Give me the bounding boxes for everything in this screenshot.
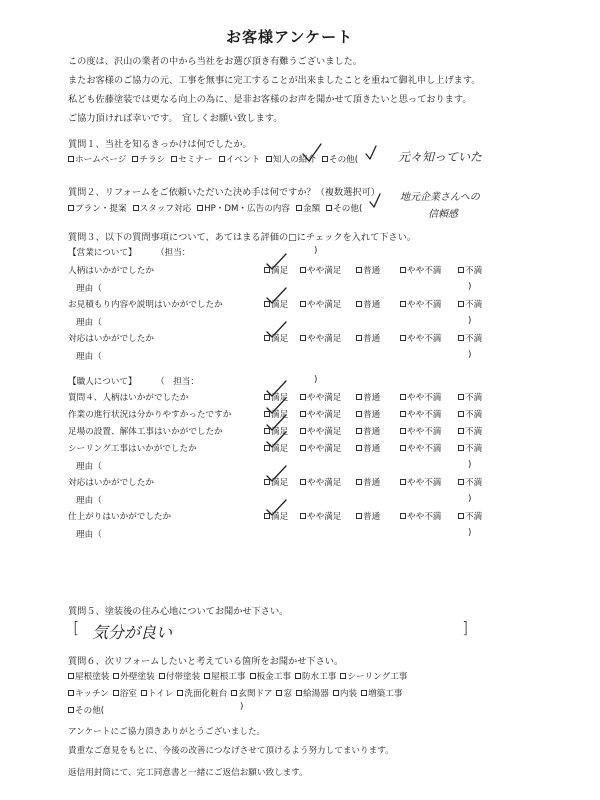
q1-option[interactable]: チラシ — [132, 153, 165, 165]
q6-row — [68, 704, 108, 716]
checkbox[interactable] — [296, 205, 302, 211]
rating-options — [264, 391, 498, 403]
checkbox[interactable] — [356, 479, 362, 485]
checkbox[interactable] — [458, 411, 464, 417]
q2-other-answer: 地元企業さんへの — [400, 192, 480, 203]
paren-close: ) — [240, 702, 244, 712]
checkbox[interactable] — [458, 428, 464, 434]
intro-line: 私ども佐藤塗装では更なる向上の為に、是非お客様のお声を聞かせて頂きたいと思っております。 — [68, 94, 472, 105]
rating-option[interactable]: やや不満 — [400, 425, 458, 437]
question-label: シーリング工事はいかがでしたか — [68, 444, 197, 454]
checkbox[interactable] — [300, 513, 306, 519]
checkbox[interactable] — [458, 335, 464, 341]
page-title: お客様アンケート — [226, 28, 354, 46]
checkbox[interactable] — [300, 394, 306, 400]
question-label: 足場の設置、解体工事はいかがでしたか — [68, 427, 223, 437]
q2-option[interactable]: HP・DM・広告の内容 — [197, 202, 290, 214]
checkbox[interactable] — [400, 411, 406, 417]
q6-option[interactable]: 防水工事 — [295, 670, 336, 682]
rating-option[interactable]: 不満 — [458, 298, 498, 310]
rating-options — [264, 442, 498, 454]
q6-row — [68, 670, 411, 682]
checkbox[interactable] — [68, 205, 74, 211]
checkbox[interactable] — [400, 267, 406, 273]
checkbox[interactable] — [400, 428, 406, 434]
checkbox[interactable] — [68, 707, 74, 713]
q6-option[interactable]: 増築工事 — [361, 687, 402, 699]
paren-close: ) — [468, 494, 472, 504]
rating-option[interactable]: 不満 — [458, 332, 498, 344]
q1-option[interactable]: 知人の紹介 — [266, 153, 316, 165]
q6-row — [68, 687, 406, 699]
q6-option[interactable]: 洗面化粧台 — [177, 687, 227, 699]
rating-option[interactable]: 普通 — [356, 442, 400, 454]
q3-label: 質問３、以下の質問事項について、あてはまる評価の□にチェックを入れて下さい。 — [68, 232, 416, 243]
q1-label: 質問１、当社を知るきっかけは何でしたか。 — [68, 139, 252, 150]
checkbox[interactable] — [113, 673, 119, 679]
q1-option[interactable]: イベント — [219, 153, 260, 165]
checkbox[interactable] — [400, 513, 406, 519]
rating-option[interactable]: 不満 — [458, 264, 498, 276]
rating-option[interactable]: 不満 — [458, 510, 498, 522]
q2-option[interactable]: 金額 — [296, 202, 320, 214]
checkbox[interactable] — [68, 690, 74, 696]
checkbox[interactable] — [356, 428, 362, 434]
paren-close: ) — [468, 460, 472, 470]
question-label: 仕上がりはいかがでしたか — [68, 512, 172, 522]
reason-label: 理由（ — [76, 318, 102, 328]
paren-close: ) — [468, 316, 472, 326]
rating-option[interactable]: やや不満 — [400, 476, 458, 488]
checkbox[interactable] — [356, 513, 362, 519]
question-label: 対応はいかがでしたか — [68, 478, 154, 488]
check-mark-icon — [264, 252, 288, 272]
checkbox[interactable] — [458, 267, 464, 273]
checkbox[interactable] — [356, 335, 362, 341]
checkbox[interactable] — [300, 335, 306, 341]
section-header: 【職人について】 — [68, 377, 137, 387]
q2-option[interactable]: その他( — [326, 202, 362, 214]
q5-answer[interactable]: 気分が良い — [92, 623, 173, 642]
reason-label: 理由（ — [76, 530, 102, 540]
checkbox[interactable] — [171, 156, 177, 162]
rating-option[interactable]: 不満 — [458, 442, 498, 454]
checkbox[interactable] — [400, 335, 406, 341]
q6-option[interactable]: 屋根工事 — [204, 670, 245, 682]
bracket-close: ] — [462, 618, 469, 637]
checkbox[interactable] — [204, 673, 210, 679]
rating-option[interactable]: 普通 — [356, 298, 400, 310]
checkbox[interactable] — [356, 411, 362, 417]
checkbox[interactable] — [300, 479, 306, 485]
rating-option[interactable]: やや満足 — [300, 408, 356, 420]
checkbox[interactable] — [68, 673, 74, 679]
bracket-open: [ — [73, 618, 80, 637]
check-mark-icon — [264, 286, 288, 306]
q6-option[interactable]: 内装 — [333, 687, 357, 699]
rating-options — [264, 298, 498, 310]
person-label: （担当： — [156, 248, 191, 258]
closing-line: アンケートにご協力頂きありがとうございました。 — [68, 727, 266, 737]
q5-label: 質問５、塗装後の住み心地についてお聞かせ下さい。 — [68, 606, 289, 617]
checkbox[interactable] — [300, 428, 306, 434]
rating-option[interactable]: 満足 — [264, 476, 300, 488]
q6-label: 質問６、次リフォームしたいと考えている箇所をお聞かせ下さい。 — [68, 656, 344, 667]
q2-label: 質問２、リフォームをご依頼いただいた決め手は何ですか？（複数選択可） — [68, 187, 380, 198]
reason-label: 理由（ — [76, 496, 102, 506]
reason-label: 理由（ — [76, 352, 102, 362]
q1-option[interactable]: ホームページ — [68, 153, 126, 165]
rating-option[interactable]: やや不満 — [400, 391, 458, 403]
check-mark-icon — [264, 498, 288, 518]
question-label: 人柄はいかがでしたか — [68, 266, 154, 276]
checkbox[interactable] — [296, 690, 302, 696]
q6-option[interactable]: 外壁塗装 — [113, 670, 154, 682]
rating-option[interactable]: やや満足 — [300, 391, 356, 403]
checkbox[interactable] — [458, 445, 464, 451]
intro-line: この度は、沢山の業者の中から当社をお選び頂き有難うございました。 — [68, 56, 362, 67]
checkbox[interactable] — [68, 156, 74, 162]
rating-options — [264, 425, 498, 437]
intro-line: ご協力頂ければ幸いです。 宜しくお願い致します。 — [68, 113, 283, 124]
checkbox[interactable] — [400, 479, 406, 485]
checkbox[interactable] — [400, 301, 406, 307]
checkbox[interactable] — [356, 301, 362, 307]
rating-option[interactable]: やや不満 — [400, 442, 458, 454]
reason-label: 理由（ — [76, 284, 102, 294]
rating-option[interactable]: 満足 — [264, 442, 300, 454]
rating-option[interactable]: やや満足 — [300, 476, 356, 488]
question-label: お見積もり内容や説明はいかがでしたか — [68, 300, 223, 310]
checkbox[interactable] — [159, 673, 165, 679]
q1-option[interactable]: その他( — [322, 153, 358, 165]
check-mark-icon — [368, 192, 382, 210]
rating-option[interactable]: 普通 — [356, 332, 400, 344]
q6-option[interactable]: 給湯器 — [296, 687, 329, 699]
q6-option[interactable]: その他( — [68, 704, 104, 716]
rating-option[interactable]: やや満足 — [300, 425, 356, 437]
checkbox[interactable] — [356, 267, 362, 273]
rating-option[interactable]: 普通 — [356, 408, 400, 420]
rating-options — [264, 332, 498, 344]
checkbox[interactable] — [266, 156, 272, 162]
paren-close: ) — [314, 246, 318, 256]
checkbox[interactable] — [333, 690, 339, 696]
rating-option[interactable]: 満足 — [264, 264, 300, 276]
checkbox[interactable] — [356, 394, 362, 400]
rating-option[interactable]: 満足 — [264, 391, 300, 403]
question-label: 作業の進行状況は分かりやすかったですか — [68, 410, 232, 420]
rating-options — [264, 408, 498, 420]
closing-line: 貴重なご意見をもとに、今後の改善につなげさせて頂けるよう努力してまいります。 — [68, 746, 394, 756]
check-mark-icon — [364, 144, 378, 162]
checkbox[interactable] — [340, 673, 346, 679]
q1-other-answer: 元々知っていた — [398, 150, 483, 164]
rating-option[interactable]: 満足 — [264, 298, 300, 310]
checkbox[interactable] — [400, 445, 406, 451]
rating-option[interactable]: やや満足 — [300, 442, 356, 454]
checkbox[interactable] — [361, 690, 367, 696]
q6-option[interactable]: 浴室 — [113, 687, 137, 699]
rating-options — [264, 264, 498, 276]
rating-option[interactable]: やや不満 — [400, 332, 458, 344]
rating-option[interactable]: やや満足 — [300, 264, 356, 276]
rating-option[interactable]: 普通 — [356, 391, 400, 403]
checkbox[interactable] — [300, 411, 306, 417]
rating-option[interactable]: やや不満 — [400, 298, 458, 310]
q2-options — [68, 202, 368, 214]
question-label: 対応はいかがでしたか — [68, 334, 154, 344]
question-label: 質問４、人柄はいかがでしたか — [68, 393, 189, 403]
rating-option[interactable]: 普通 — [356, 476, 400, 488]
check-mark-icon — [264, 464, 288, 484]
checkbox[interactable] — [219, 156, 225, 162]
checkbox[interactable] — [113, 690, 119, 696]
checkbox[interactable] — [295, 673, 301, 679]
q2-other-answer: 信頼感 — [428, 209, 458, 220]
checkbox[interactable] — [400, 394, 406, 400]
paren-close: ) — [314, 375, 318, 385]
q6-option[interactable]: キッチン — [68, 687, 109, 699]
q1-option[interactable]: セミナー — [171, 153, 212, 165]
checkbox[interactable] — [231, 690, 237, 696]
checkbox[interactable] — [132, 156, 138, 162]
closing-line: 返信用封筒にて、完工同意書と一緒にご返信お願い致します。 — [68, 768, 308, 778]
q2-option[interactable]: プラン・提案 — [68, 202, 127, 214]
checkbox[interactable] — [177, 690, 183, 696]
rating-option[interactable]: 普通 — [356, 425, 400, 437]
checkbox[interactable] — [276, 690, 282, 696]
rating-option[interactable]: 普通 — [356, 264, 400, 276]
rating-option[interactable]: やや満足 — [300, 332, 356, 344]
q6-option[interactable]: 屋根塗装 — [68, 670, 109, 682]
q6-option[interactable]: 玄関ドア — [231, 687, 272, 699]
rating-option[interactable]: 不満 — [458, 425, 498, 437]
rating-option[interactable]: 満足 — [264, 425, 300, 437]
q2-option[interactable]: スタッフ対応 — [133, 202, 192, 214]
checkbox[interactable] — [458, 394, 464, 400]
rating-option[interactable]: 満足 — [264, 510, 300, 522]
check-mark-icon — [264, 430, 288, 450]
checkbox[interactable] — [356, 445, 362, 451]
rating-option[interactable]: 満足 — [264, 408, 300, 420]
q6-option[interactable]: シーリング工事 — [340, 670, 407, 682]
rating-options — [264, 476, 498, 488]
paren-close: ) — [468, 282, 472, 292]
rating-option[interactable]: 普通 — [356, 510, 400, 522]
rating-option[interactable]: 不満 — [458, 391, 498, 403]
paren-close: ) — [468, 528, 472, 538]
q6-option[interactable]: 板金工事 — [250, 670, 291, 682]
reason-label: 理由（ — [76, 462, 102, 472]
rating-option[interactable]: やや不満 — [400, 264, 458, 276]
rating-option[interactable]: やや満足 — [300, 298, 356, 310]
rating-option[interactable]: 満足 — [264, 332, 300, 344]
check-mark-icon — [264, 320, 288, 340]
q6-option[interactable]: 窓 — [276, 687, 292, 699]
checkbox[interactable] — [300, 445, 306, 451]
paren-close: ) — [468, 350, 472, 360]
rating-option[interactable]: やや不満 — [400, 408, 458, 420]
checkbox[interactable] — [458, 301, 464, 307]
rating-option[interactable]: 不満 — [458, 476, 498, 488]
rating-option[interactable]: やや不満 — [400, 510, 458, 522]
checkbox[interactable] — [458, 513, 464, 519]
checkbox[interactable] — [326, 205, 332, 211]
rating-option[interactable]: やや満足 — [300, 510, 356, 522]
rating-options — [264, 510, 498, 522]
checkbox[interactable] — [458, 479, 464, 485]
checkbox[interactable] — [197, 205, 203, 211]
checkbox[interactable] — [300, 301, 306, 307]
checkbox[interactable] — [250, 673, 256, 679]
person-label: （ 担当： — [156, 377, 199, 387]
intro-line: またお客様のご協力の元、工事を無事に完工することが出来ましたことを重ねて御礼申し上げます。 — [68, 75, 481, 86]
section-header: 【営業について】 — [68, 248, 137, 258]
checkbox[interactable] — [300, 267, 306, 273]
check-mark-icon — [300, 142, 324, 164]
checkbox[interactable] — [141, 690, 147, 696]
q6-option[interactable]: トイレ — [141, 687, 173, 699]
rating-option[interactable]: 不満 — [458, 408, 498, 420]
q6-option[interactable]: 付帯塗装 — [159, 670, 200, 682]
checkbox[interactable] — [133, 205, 139, 211]
